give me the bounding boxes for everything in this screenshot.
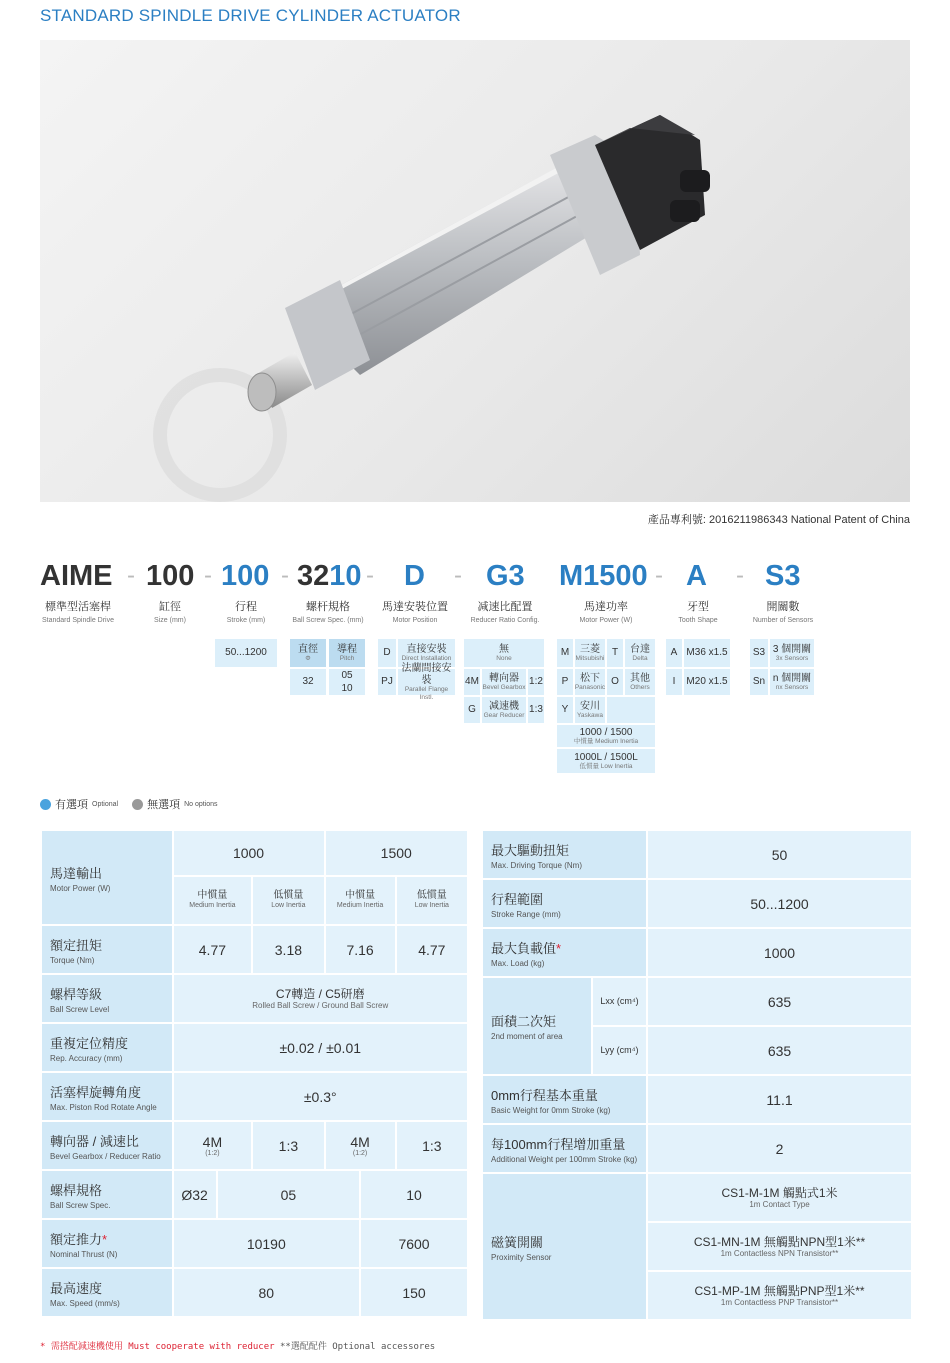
footnote: * 需搭配減速機使用 Must cooperate with reducer **選配配件 Optional accessores <box>40 1342 436 1352</box>
right-spec-table <box>481 829 913 1321</box>
table-row: 行程範圍 Stroke Range (mm) 50...1200 <box>482 879 912 928</box>
option-stroke-range: 50...1200 <box>215 639 277 667</box>
table-row: 磁簧開關 Proximity Sensor CS1-M-1M 觸點式1米 1m Contact Type <box>482 1173 912 1222</box>
option-reducer-none: 無 None <box>464 639 544 667</box>
label-tooth: 牙型 Tooth Shape <box>678 601 718 624</box>
legend-optional: 有選項 <box>55 799 88 811</box>
option-tooth-a: M36 x1.5 <box>684 639 730 667</box>
label-size: 缸徑 Size (mm) <box>154 601 186 624</box>
table-row: 重複定位精度 Rep. Accuracy (mm) ±0.02 / ±0.01 <box>41 1023 468 1072</box>
option-brand-empty <box>607 697 655 723</box>
option-reducer-g: 减速機 Gear Reducer <box>482 697 526 723</box>
label-series: 標準型活塞桿 Standard Spindle Drive <box>42 601 114 624</box>
label-motor-power: 馬達功率 Motor Power (W) <box>579 601 633 624</box>
option-sensor-s3-code: S3 <box>750 639 768 667</box>
code-series: AIME <box>40 560 113 592</box>
table-row: 活塞桿旋轉角度 Max. Piston Rod Rotate Angle ±0.3° <box>41 1072 468 1121</box>
option-brand-p: 松下 Panasonic <box>575 669 605 695</box>
code-screw <box>297 560 362 593</box>
option-motorpos-d-code: D <box>378 639 396 667</box>
no-option-dot-icon <box>132 799 143 810</box>
option-tooth-i-code: I <box>666 669 682 695</box>
page-title: STANDARD SPINDLE DRIVE CYLINDER ACTUATOR <box>40 6 461 25</box>
code-dash: - <box>454 562 462 589</box>
label-screw: 螺杆規格 Ball Screw Spec. (mm) <box>292 601 364 624</box>
option-screw-dia-head: 直徑 Φ <box>290 639 326 667</box>
code-dash: - <box>127 562 135 589</box>
option-tooth-i: M20 x1.5 <box>684 669 730 695</box>
patent-number: 產品專利號: 2016211986343 National Patent of China <box>647 514 910 526</box>
optional-dot-icon <box>40 799 51 810</box>
table-row: 轉向器 / 減速比 Bevel Gearbox / Reducer Ratio 4M (1:2) 1:3 4M (1:2) 1:3 <box>41 1121 468 1170</box>
code-reducer: G3 <box>486 560 525 592</box>
row-motor-power-head: 馬達輸出 Motor Power (W) <box>41 830 173 925</box>
table-row: 馬達輸出 Motor Power (W) 1000 1500 <box>41 830 468 876</box>
option-motorpos-pj-code: PJ <box>378 669 396 695</box>
option-screw-pitch: 05 10 <box>329 669 365 695</box>
code-size: 100 <box>146 560 195 592</box>
code-screw-dia: 32 <box>297 560 330 592</box>
table-row: 額定扭矩 Torque (Nm) 4.77 3.18 7.16 4.77 <box>41 925 468 974</box>
product-photo <box>40 40 910 502</box>
table-row: 螺桿規格 Ball Screw Spec. Ø32 05 10 <box>41 1170 468 1219</box>
legend: 有選項 Optional 無選項 No options <box>40 796 228 812</box>
option-sensor-sn-code: Sn <box>750 669 768 695</box>
table-row: 面積二次矩 2nd moment of area Lxx (cm⁴) 635 <box>482 977 912 1026</box>
table-row: CS1-MP-1M 無觸點PNP型1米** 1m Contactless PNP Transistor** <box>482 1271 912 1320</box>
code-motor-power: M1500 <box>559 560 648 592</box>
code-dash: - <box>655 562 663 589</box>
code-screw-pitch: 10 <box>329 560 362 592</box>
table-row: CS1-MN-1M 無觸點NPN型1米** 1m Contactless NPN Transistor** <box>482 1222 912 1271</box>
option-brand-m: 三菱 Mitsubishi <box>575 639 605 667</box>
table-row: 0mm行程基本重量 Basic Weight for 0mm Stroke (kg) 11.1 <box>482 1075 912 1124</box>
table-row: 最高速度 Max. Speed (mm/s) 80 150 <box>41 1268 468 1317</box>
code-stroke: 100 <box>221 560 270 592</box>
option-brand-o-code: O <box>607 669 623 695</box>
option-brand-o: 其他 Others <box>625 669 655 695</box>
table-row: 最大驅動扭矩 Max. Driving Torque (Nm) 50 <box>482 830 912 879</box>
option-power-medium: 1000 / 1500 中慣量 Medium Inertia <box>557 725 655 747</box>
option-reducer-4m: 轉向器 Bevel Gearbox <box>482 669 526 695</box>
actuator-illustration <box>40 40 910 502</box>
code-dash: - <box>281 562 289 589</box>
option-brand-t-code: T <box>607 639 623 667</box>
code-dash: - <box>204 562 212 589</box>
code-tooth: A <box>686 560 707 592</box>
code-dash: - <box>366 562 374 589</box>
option-motorpos-d: 直接安裝 Direct Installation <box>398 639 455 667</box>
label-stroke: 行程 Stroke (mm) <box>226 601 266 624</box>
table-row: Lyy (cm⁴) 635 <box>482 1026 912 1075</box>
option-tooth-a-code: A <box>666 639 682 667</box>
option-motorpos-pj: 法蘭間接安裝 Parallel Flange Instl. <box>398 669 455 695</box>
label-reducer: 减速比配置 Reducer Ratio Config. <box>470 601 540 624</box>
legend-none: 無選項 <box>147 799 181 811</box>
label-sensors: 開關數 Number of Sensors <box>752 601 814 624</box>
option-sensor-sn: n 個開關 nx Sensors <box>770 669 814 695</box>
label-motor-position: 馬達安裝位置 Motor Position <box>382 601 448 624</box>
option-screw-dia: 32 <box>290 669 326 695</box>
code-motor-position: D <box>404 560 425 592</box>
option-brand-t: 台達 Delta <box>625 639 655 667</box>
option-power-low: 1000L / 1500L 低慣量 Low Inertia <box>557 749 655 773</box>
option-reducer-4m-code: 4M <box>464 669 480 695</box>
code-sensors: S3 <box>765 560 801 592</box>
table-row: 額定推力* Nominal Thrust (N) 10190 7600 <box>41 1219 468 1268</box>
table-row: 中慣量 Medium Inertia 低慣量 Low Inertia 中慣量 Medium Inertia 低慣量 Low Inertia <box>41 876 468 925</box>
option-reducer-4m-ratio: 1:2 <box>528 669 544 695</box>
option-brand-m-code: M <box>557 639 573 667</box>
option-brand-y-code: Y <box>557 697 573 723</box>
table-row: 螺桿等級 Ball Screw Level C7轉造 / C5研磨 Rolled Ball Screw / Ground Ball Screw <box>41 974 468 1023</box>
option-reducer-g-code: G <box>464 697 480 723</box>
option-screw-pitch-head: 導程 Pitch <box>329 639 365 667</box>
option-brand-p-code: P <box>557 669 573 695</box>
option-sensor-s3: 3 個開關 3x Sensors <box>770 639 814 667</box>
code-dash: - <box>736 562 744 589</box>
option-reducer-g-ratio: 1:3 <box>528 697 544 723</box>
option-brand-y: 安川 Yaskawa <box>575 697 605 723</box>
table-row: 每100mm行程增加重量 Additional Weight per 100mm Stroke (kg) 2 <box>482 1124 912 1173</box>
table-row: 最大負載值* Max. Load (kg) 1000 <box>482 928 912 977</box>
left-spec-table <box>40 829 469 1318</box>
